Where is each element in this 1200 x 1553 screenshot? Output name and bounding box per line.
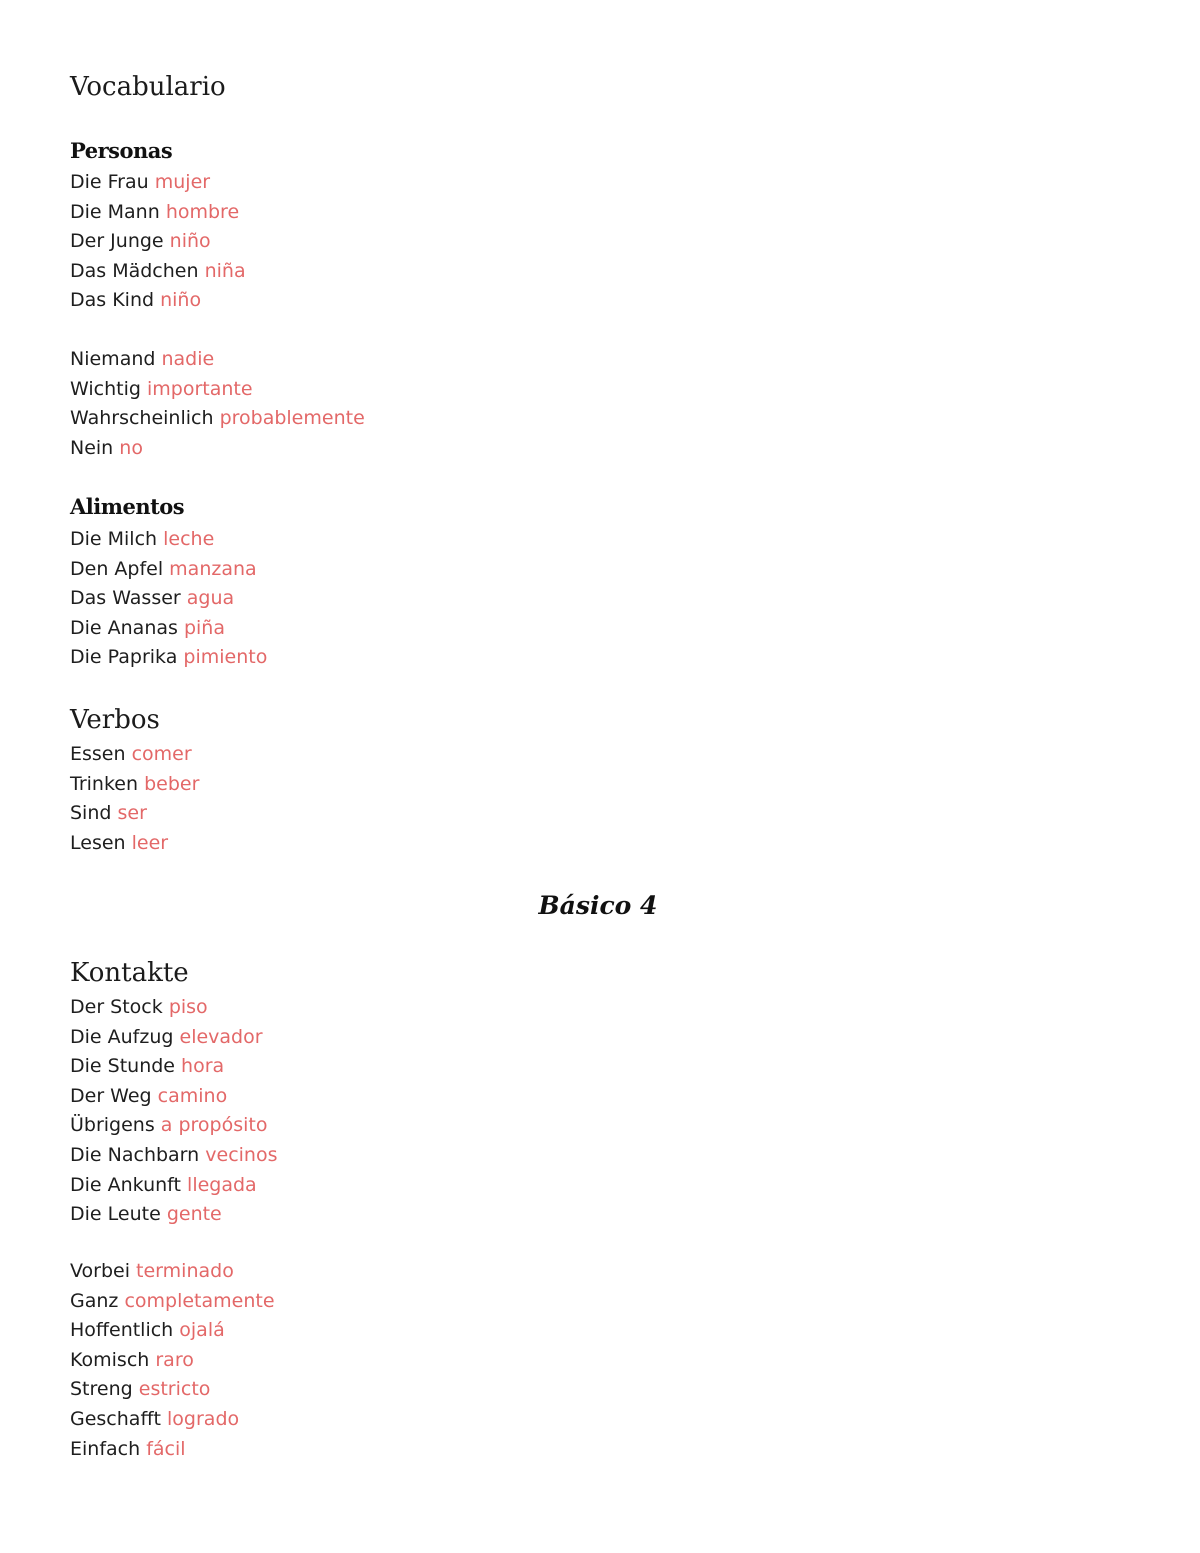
german-term: Die Nachbarn: [70, 1143, 200, 1166]
spanish-translation: elevador: [179, 1025, 263, 1048]
spanish-translation: hombre: [165, 200, 240, 223]
vocab-list: [70, 345, 1130, 463]
spanish-translation: camino: [157, 1084, 228, 1107]
vocab-list: [70, 525, 1130, 673]
german-term: Wichtig: [70, 377, 141, 400]
document-title: Vocabulario: [70, 72, 226, 102]
basico-title: Básico 4: [538, 891, 658, 920]
vocab-entry: [70, 993, 1130, 1023]
german-term: Trinken: [70, 772, 139, 795]
vocab-entry: [70, 799, 1130, 829]
spanish-translation: comer: [131, 743, 192, 765]
spanish-translation: leer: [131, 831, 169, 854]
spanish-translation: hora: [181, 1055, 225, 1078]
german-term: Wahrscheinlich: [70, 407, 214, 430]
vocab-entry: [70, 345, 1130, 375]
german-term: Das Mädchen: [70, 259, 199, 282]
spanish-translation: ojalá: [179, 1319, 225, 1342]
german-term: Der Junge: [70, 230, 164, 253]
vocab-entry: [70, 1023, 1130, 1053]
spanish-translation: mujer: [154, 171, 211, 193]
vocab-entry: [70, 404, 1130, 434]
german-term: Die Frau: [70, 171, 149, 193]
vocab-entry: [70, 375, 1130, 405]
german-term: Sind: [70, 802, 112, 825]
vocab-entry: [70, 1171, 1130, 1201]
vocab-entry: [70, 770, 1130, 800]
german-term: Hoffentlich: [70, 1319, 174, 1342]
vocab-entry: [70, 286, 1130, 316]
kontakte-group1: [70, 993, 1130, 1230]
spanish-translation: beber: [144, 772, 200, 795]
german-term: Ganz: [70, 1289, 119, 1312]
vocab-entry: [70, 434, 1130, 464]
vocab-entry: [70, 1287, 1130, 1317]
german-term: Die Stunde: [70, 1055, 175, 1078]
german-term: Geschafft: [70, 1407, 161, 1430]
german-term: Die Leute: [70, 1203, 161, 1226]
german-term: Lesen: [70, 831, 126, 854]
german-term: Die Aufzug: [70, 1025, 174, 1048]
spanish-translation: manzana: [169, 557, 257, 580]
vocab-entry: [70, 1316, 1130, 1346]
spanish-translation: piso: [168, 996, 208, 1018]
vocab-entry: [70, 1052, 1130, 1082]
spanish-translation: niño: [169, 230, 211, 253]
vocab-entry: [70, 1375, 1130, 1405]
german-term: Den Apfel: [70, 557, 164, 580]
kontakte-group2: [70, 1257, 1130, 1464]
spanish-translation: leche: [163, 528, 215, 550]
vocab-entry: [70, 1111, 1130, 1141]
german-term: Übrigens: [70, 1114, 155, 1137]
vocab-entry: [70, 1435, 1130, 1465]
vocab-entry: [70, 1405, 1130, 1435]
spanish-translation: logrado: [167, 1407, 240, 1430]
vocab-entry: [70, 829, 1130, 859]
spanish-translation: importante: [146, 377, 253, 400]
spanish-translation: gente: [166, 1203, 222, 1226]
alimentos-section: [70, 493, 1130, 521]
spanish-translation: pimiento: [183, 646, 268, 669]
vocab-entry: [70, 198, 1130, 228]
vocab-entry: [70, 1141, 1130, 1171]
german-term: Streng: [70, 1378, 133, 1401]
personas-heading: Personas: [70, 138, 173, 163]
german-term: Komisch: [70, 1348, 150, 1371]
vocab-entry: [70, 740, 1130, 770]
german-term: Die Ankunft: [70, 1173, 181, 1196]
alimentos-group: [70, 525, 1130, 673]
german-term: Essen: [70, 743, 126, 765]
spanish-translation: niño: [160, 289, 202, 312]
spanish-translation: niña: [204, 259, 246, 282]
spanish-translation: a propósito: [160, 1114, 268, 1137]
vocab-entry: [70, 525, 1130, 555]
title-block: [70, 71, 1130, 103]
spanish-translation: estricto: [138, 1378, 211, 1401]
german-term: Der Weg: [70, 1084, 152, 1107]
personas-section: [70, 137, 1130, 165]
spanish-translation: agua: [186, 587, 235, 610]
vocab-entry: [70, 257, 1130, 287]
spanish-translation: completamente: [124, 1289, 275, 1312]
personas-group1: [70, 168, 1130, 316]
vocab-list: [70, 993, 1130, 1230]
verbos-heading: Verbos: [70, 705, 160, 735]
vocab-entry: [70, 584, 1130, 614]
vocab-entry: [70, 1257, 1130, 1287]
kontakte-heading: Kontakte: [70, 958, 189, 988]
kontakte-section: [70, 957, 1130, 989]
spanish-translation: terminado: [136, 1260, 234, 1282]
alimentos-heading: Alimentos: [70, 494, 185, 519]
vocab-list: [70, 168, 1130, 316]
vocab-list: [70, 1257, 1130, 1464]
spanish-translation: probablemente: [219, 407, 365, 430]
vocab-entry: [70, 168, 1130, 198]
spanish-translation: nadie: [161, 348, 215, 370]
vocab-entry: [70, 614, 1130, 644]
german-term: Der Stock: [70, 996, 163, 1018]
spanish-translation: llegada: [187, 1173, 257, 1196]
verbos-group: [70, 740, 1130, 858]
german-term: Die Mann: [70, 200, 160, 223]
german-term: Die Milch: [70, 528, 158, 550]
spanish-translation: ser: [117, 802, 147, 825]
spanish-translation: vecinos: [205, 1143, 278, 1166]
vocab-entry: [70, 1082, 1130, 1112]
vocab-list: [70, 740, 1130, 858]
spanish-translation: fácil: [146, 1437, 186, 1460]
german-term: Die Paprika: [70, 646, 178, 669]
verbos-section: [70, 704, 1130, 736]
german-term: Nein: [70, 436, 114, 459]
vocab-entry: [70, 227, 1130, 257]
vocab-entry: [70, 1346, 1130, 1376]
german-term: Das Wasser: [70, 587, 181, 610]
spanish-translation: raro: [155, 1348, 194, 1371]
german-term: Einfach: [70, 1437, 141, 1460]
vocab-entry: [70, 555, 1130, 585]
german-term: Die Ananas: [70, 616, 178, 639]
spanish-translation: piña: [183, 616, 225, 639]
vocab-entry: [70, 643, 1130, 673]
german-term: Das Kind: [70, 289, 155, 312]
spanish-translation: no: [119, 436, 143, 459]
vocab-entry: [70, 1200, 1130, 1230]
german-term: Niemand: [70, 348, 156, 370]
german-term: Vorbei: [70, 1260, 130, 1282]
personas-group2: [70, 345, 1130, 463]
